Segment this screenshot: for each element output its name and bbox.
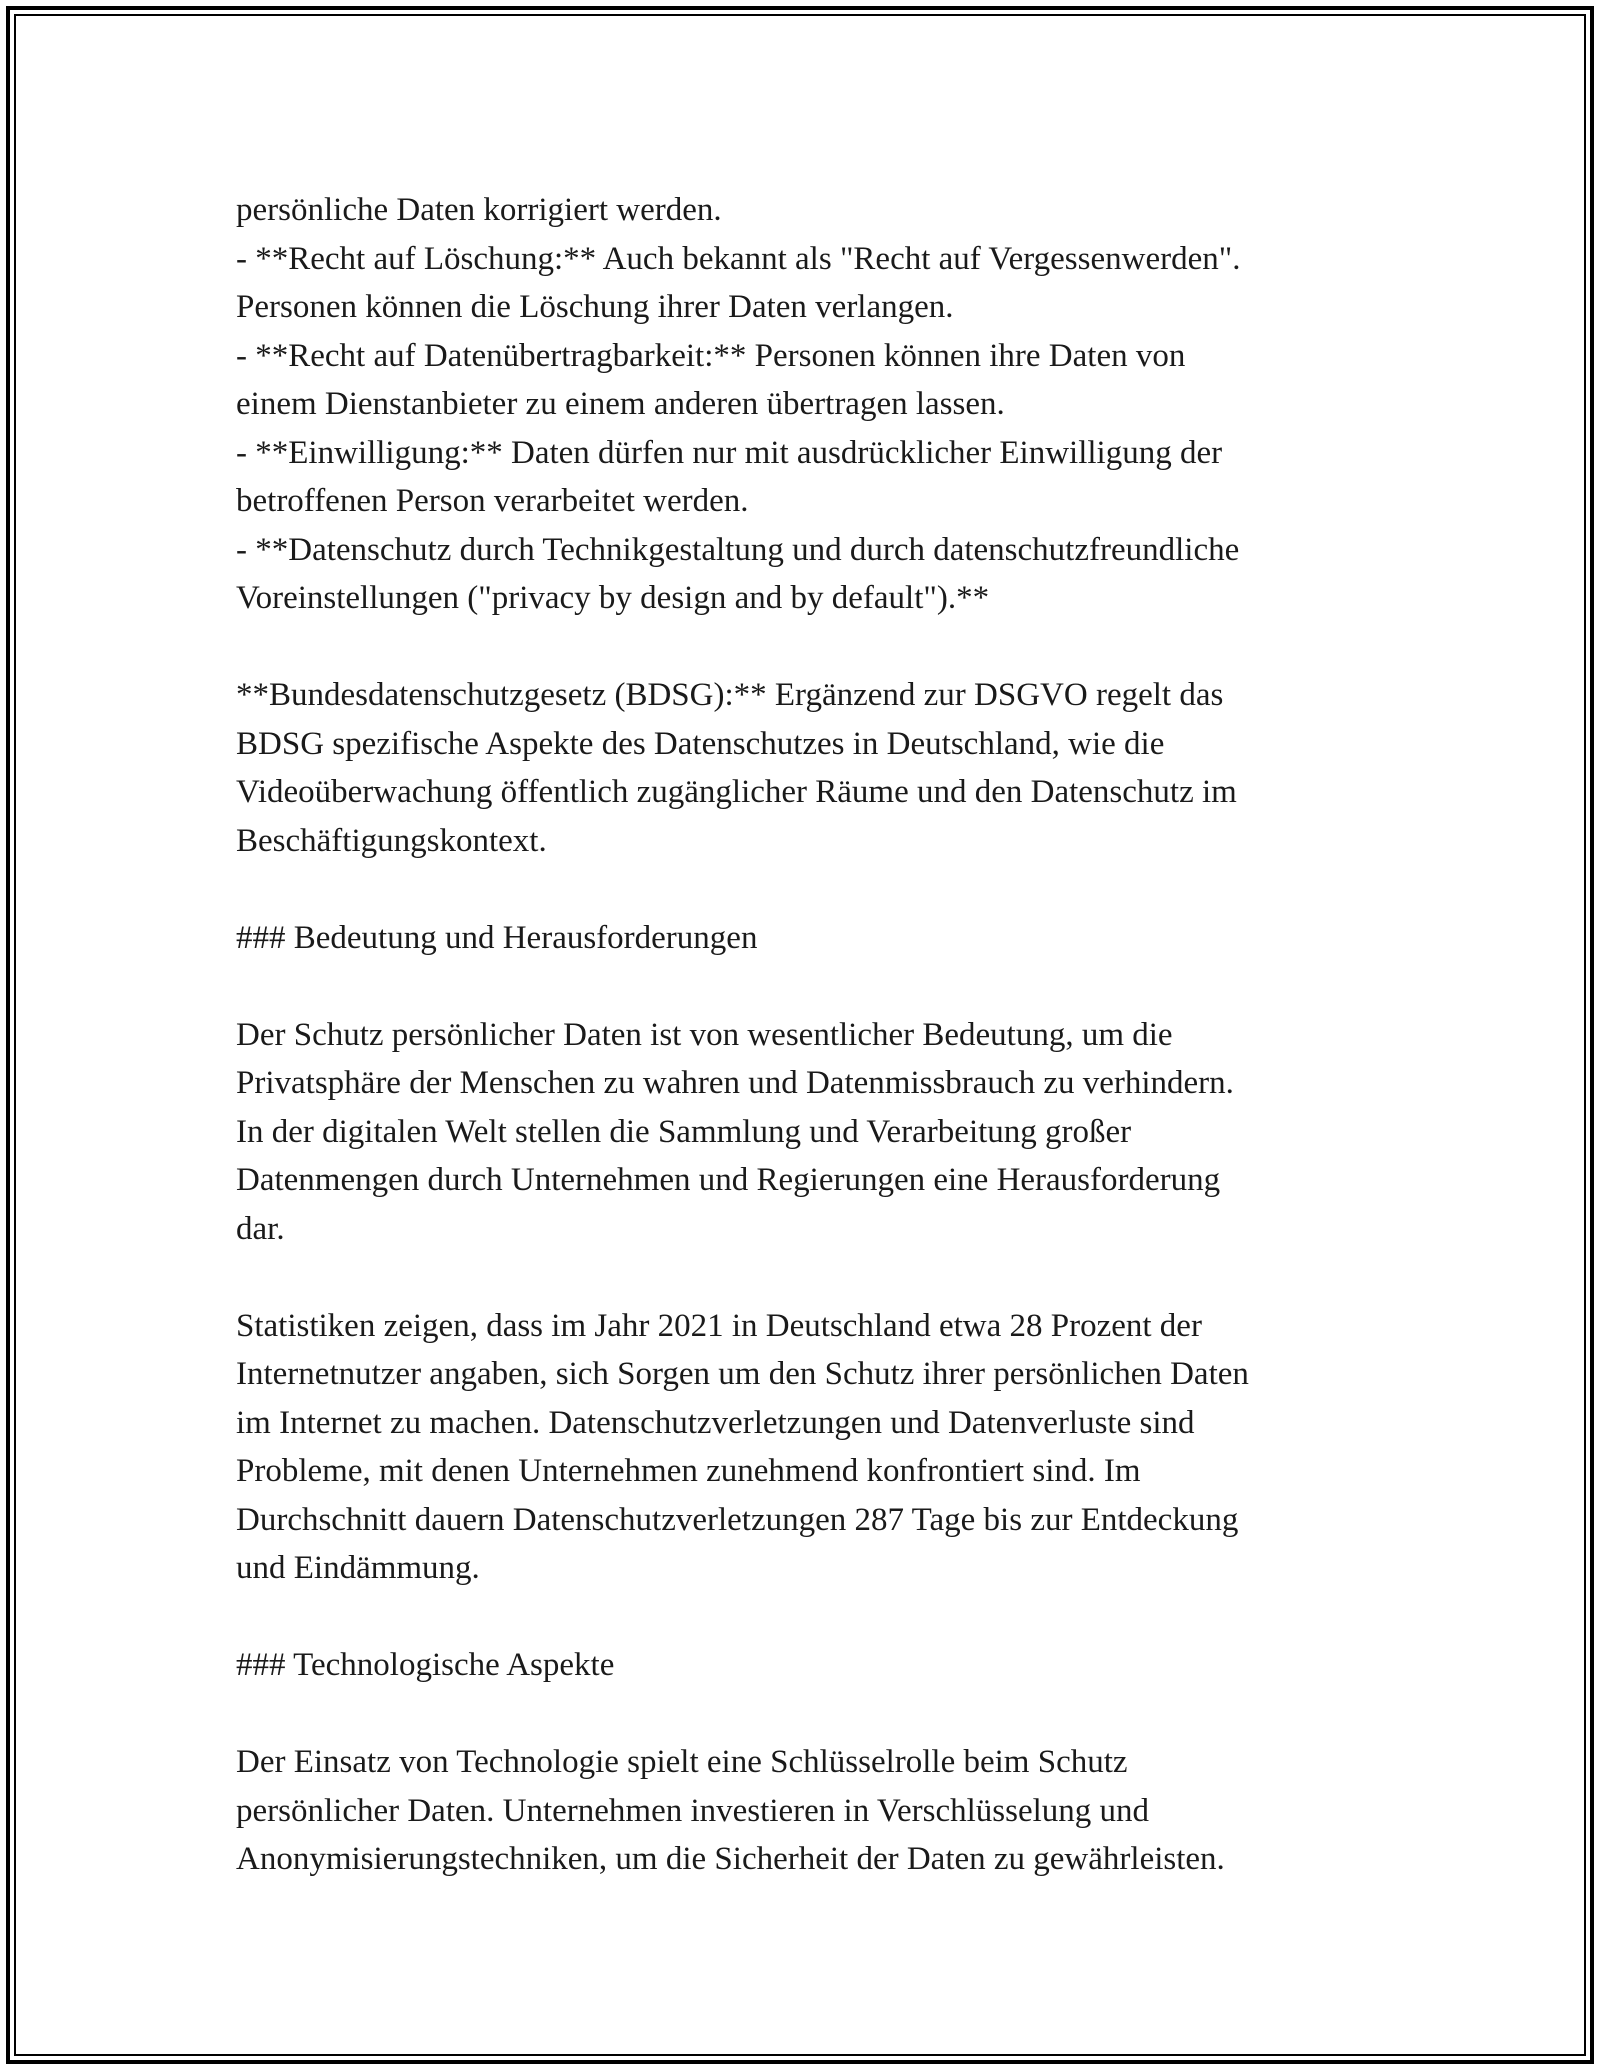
list-item-line: - **Datenschutz durch Technikgestaltung und durch datenschutzfreundliche — [236, 531, 1240, 568]
text-line: Personen können die Löschung ihrer Daten verlangen. — [236, 289, 954, 325]
paragraph-line: Der Einsatz von Technologie spielt eine Schlüsselrolle beim Schutz — [236, 1744, 1128, 1780]
text-line: Datenmengen durch Unternehmen und Regierungen eine Herausforderung — [236, 1162, 1221, 1198]
paragraph-bdsg-line: **Bundesdatenschutzgesetz (BDSG):** Ergänzend zur DSGVO regelt das — [236, 677, 1224, 713]
text-line: und Eindämmung. — [236, 1550, 480, 1586]
text-line: einem Dienstanbieter zu einem anderen übertragen lassen. — [236, 386, 1005, 422]
text-line: Probleme, mit denen Unternehmen zunehmend konfrontiert sind. Im — [236, 1453, 1141, 1489]
text-line: im Internet zu machen. Datenschutzverletzungen und Datenverluste sind — [236, 1404, 1195, 1441]
text-line: In der digitalen Welt stellen die Sammlung und Verarbeitung großer — [236, 1113, 1132, 1150]
text-line: betroffenen Person verarbeitet werden. — [236, 483, 749, 519]
text-line: Beschäftigungskontext. — [236, 822, 547, 859]
paragraph-line: Der Schutz persönlicher Daten ist von wesentlicher Bedeutung, um die — [236, 1016, 1173, 1053]
list-item-line: - **Recht auf Datenübertragbarkeit:** Personen können ihre Daten von — [236, 337, 1186, 374]
list-item-line: - **Einwilligung:** Daten dürfen nur mit ausdrücklicher Einwilligung der — [236, 434, 1223, 471]
paragraph-line: Statistiken zeigen, dass im Jahr 2021 in Deutschland etwa 28 Prozent der — [236, 1307, 1202, 1344]
section-heading: ### Technologische Aspekte — [236, 1647, 615, 1683]
text-line: persönliche Daten korrigiert werden. — [236, 192, 722, 228]
list-item-line: - **Recht auf Löschung:** Auch bekannt als "Recht auf Vergessenwerden". — [236, 240, 1241, 277]
text-line: BDSG spezifische Aspekte des Datenschutzes in Deutschland, wie die — [236, 725, 1165, 762]
text-line: Videoüberwachung öffentlich zugänglicher Räume und den Datenschutz im — [236, 774, 1237, 810]
text-line: Anonymisierungstechniken, um die Sicherheit der Daten zu gewährleisten. — [236, 1841, 1225, 1877]
document-body — [236, 186, 1396, 1884]
text-line: dar. — [236, 1210, 285, 1247]
text-line: Voreinstellungen ("privacy by design and by default").** — [236, 580, 990, 616]
section-heading: ### Bedeutung und Herausforderungen — [236, 919, 758, 956]
text-line: persönlicher Daten. Unternehmen investieren in Verschlüsselung und — [236, 1792, 1150, 1829]
text-line: Privatsphäre der Menschen zu wahren und Datenmissbrauch zu verhindern. — [236, 1065, 1234, 1101]
text-line: Durchschnitt dauern Datenschutzverletzungen 287 Tage bis zur Entdeckung — [236, 1501, 1239, 1538]
text-line: Internetnutzer angaben, sich Sorgen um den Schutz ihrer persönlichen Daten — [236, 1356, 1249, 1392]
